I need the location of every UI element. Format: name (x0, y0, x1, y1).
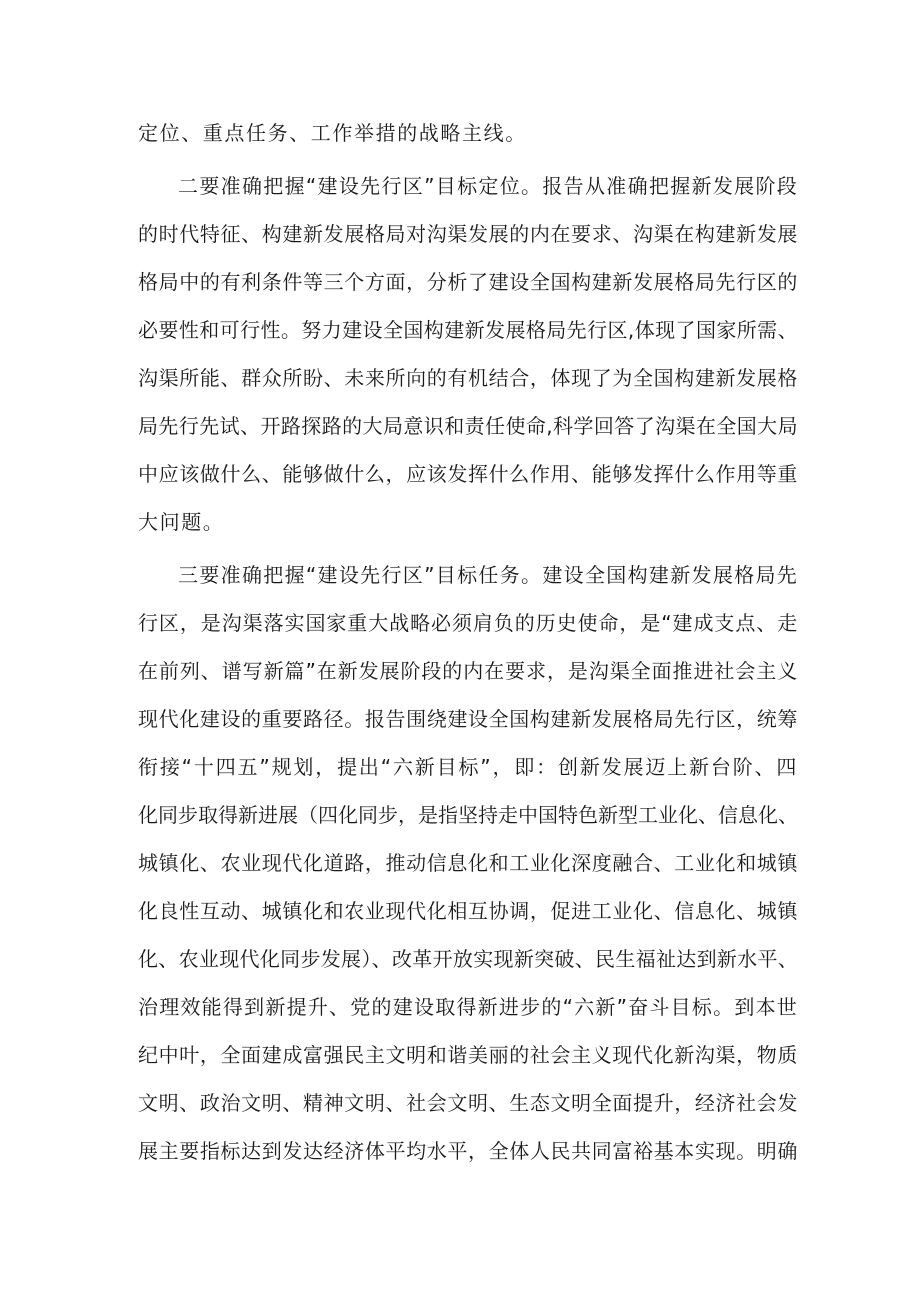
paragraph-3-line-7: 城镇化、农业现代化道路，推动信息化和工业化深度融合、工业化和城镇 (138, 851, 798, 875)
paragraph-3-line-10: 治理效能得到新提升、党的建设取得新进步的“六新”奋斗目标。到本世 (138, 995, 798, 1019)
paragraph-3-line-12: 文明、政治文明、精神文明、社会文明、生态文明全面提升，经济社会发 (138, 1091, 798, 1115)
paragraph-2-line-3: 格局中的有利条件等三个方面，分析了建设全国构建新发展格局先行区的 (138, 270, 798, 294)
paragraph-2-line-2: 的时代特征、构建新发展格局对沟渠发展的内在要求、沟渠在构建新发展 (138, 222, 798, 246)
paragraph-3-line-6: 化同步取得新进展（四化同步，是指坚持走中国特色新型工业化、信息化、 (138, 803, 798, 827)
paragraph-1-line-1: 定位、重点任务、工作举措的战略主线。 (138, 121, 527, 145)
paragraph-3-line-1: 三要准确把握“建设先行区”目标任务。建设全国构建新发展格局先 (178, 563, 798, 587)
paragraph-2-line-4: 必要性和可行性。努力建设全国构建新发展格局先行区,体现了国家所需、 (138, 318, 798, 342)
paragraph-2-line-5: 沟渠所能、群众所盼、未来所向的有机结合，体现了为全国构建新发展格 (138, 366, 798, 390)
paragraph-3-line-8: 化良性互动、城镇化和农业现代化相互协调，促进工业化、信息化、城镇 (138, 899, 798, 923)
paragraph-3-line-9: 化、农业现代化同步发展）、改革开放实现新突破、民生福祉达到新水平、 (138, 947, 798, 971)
paragraph-2-line-7: 中应该做什么、能够做什么，应该发挥什么作用、能够发挥什么作用等重 (138, 462, 798, 486)
paragraph-3-line-4: 现代化建设的重要路径。报告围绕建设全国构建新发展格局先行区，统筹 (138, 707, 798, 731)
paragraph-3-line-5: 衔接“十四五”规划，提出“六新目标”，即：创新发展迈上新台阶、四 (138, 755, 798, 779)
paragraph-3-line-13: 展主要指标达到发达经济体平均水平，全体人民共同富裕基本实现。明确 (138, 1139, 798, 1163)
paragraph-2-line-6: 局先行先试、开路探路的大局意识和责任使命,科学回答了沟渠在全国大局 (138, 414, 798, 438)
paragraph-3-line-3: 在前列、谱写新篇”在新发展阶段的内在要求，是沟渠全面推进社会主义 (138, 659, 798, 683)
paragraph-2-line-1: 二要准确把握“建设先行区”目标定位。报告从准确把握新发展阶段 (178, 174, 798, 198)
paragraph-3-line-11: 纪中叶，全面建成富强民主文明和谐美丽的社会主义现代化新沟渠，物质 (138, 1043, 798, 1067)
paragraph-3-line-2: 行区，是沟渠落实国家重大战略必须肩负的历史使命，是“建成支点、走 (138, 611, 798, 635)
paragraph-2-line-8: 大问题。 (138, 510, 225, 534)
